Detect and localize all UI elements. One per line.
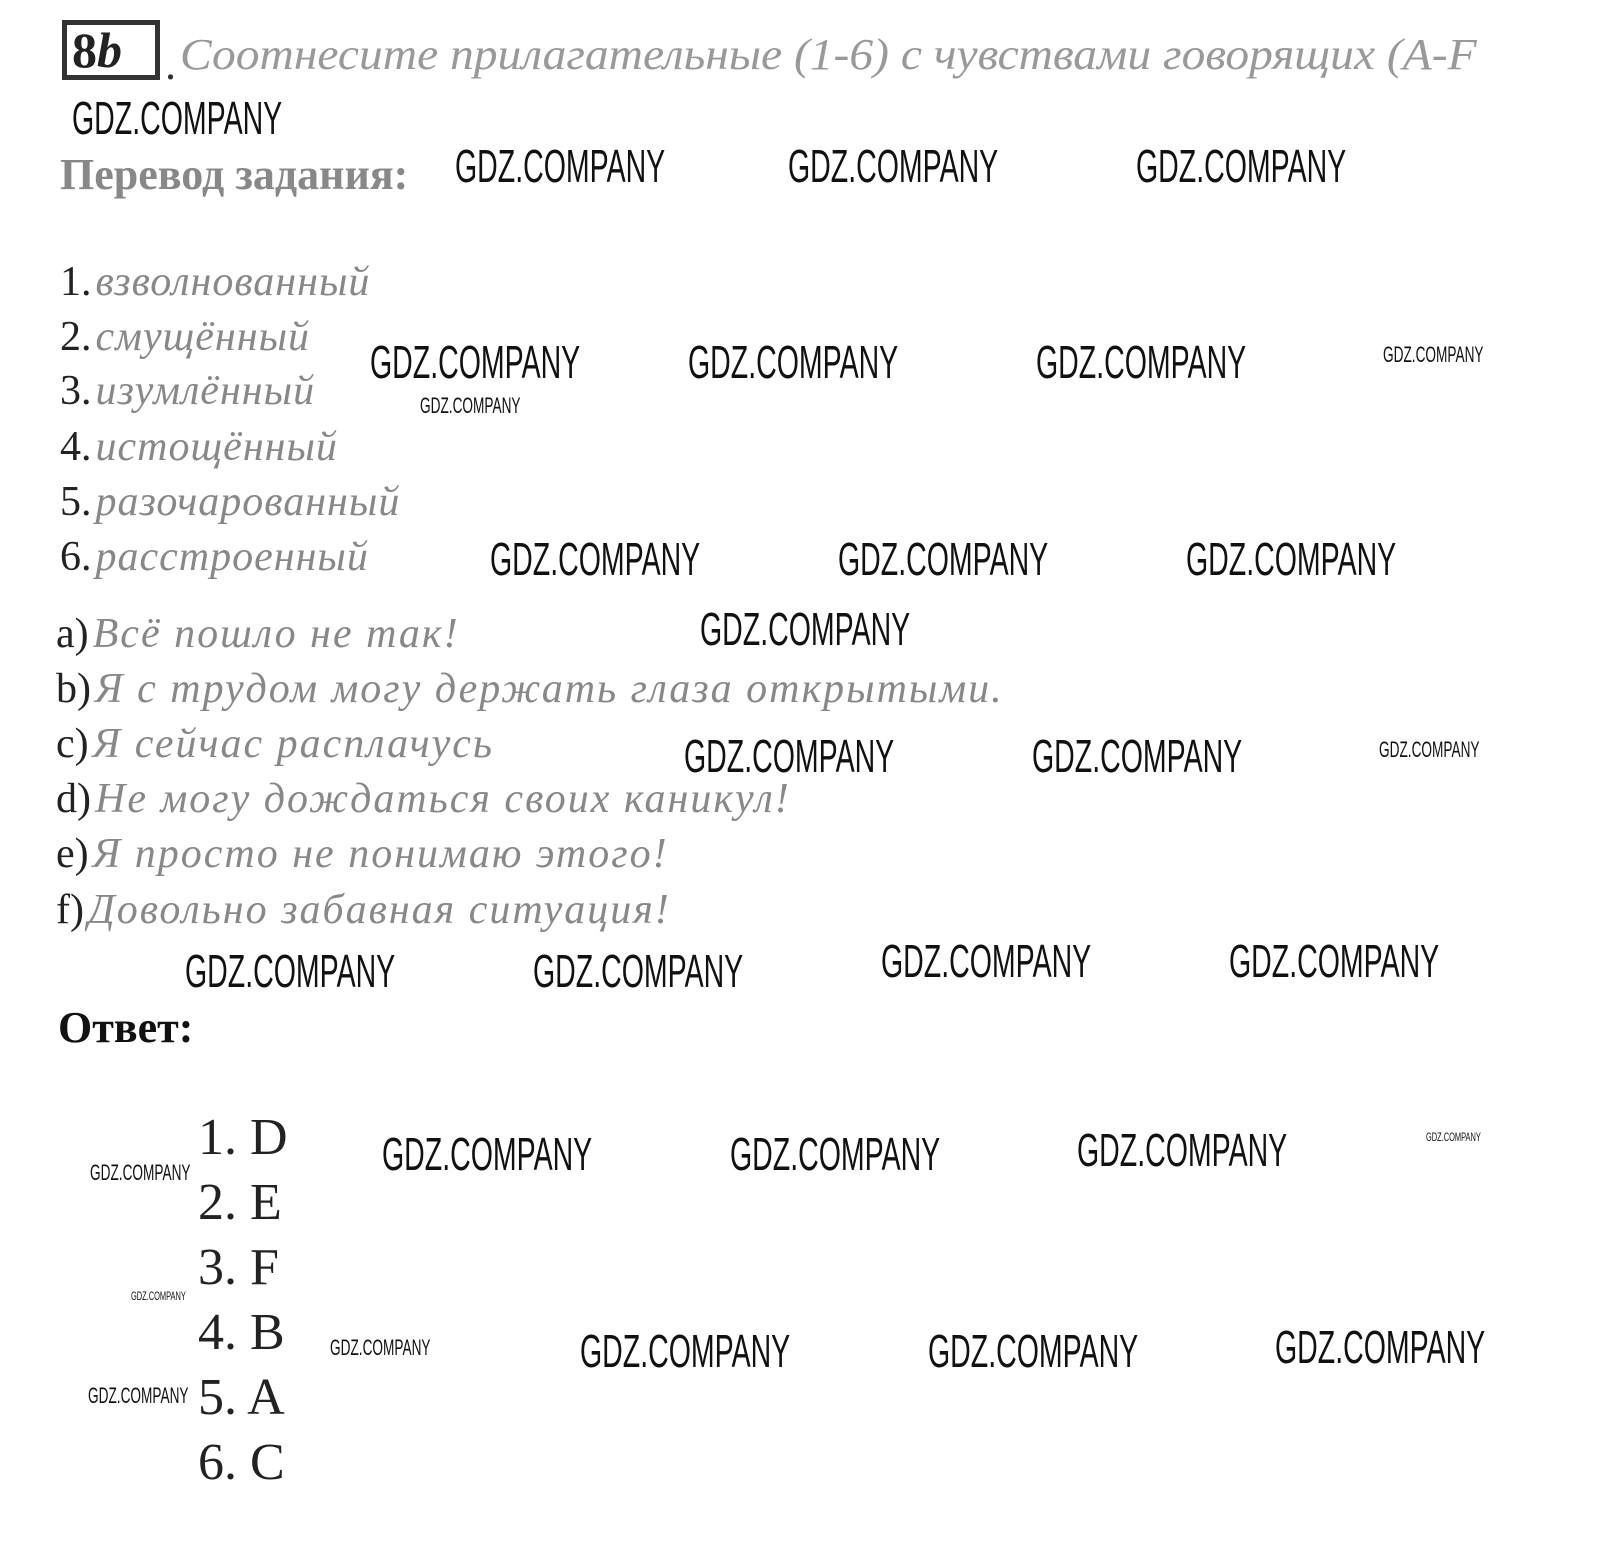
item-text: изумлённый bbox=[95, 368, 316, 414]
watermark: GDZ.COMPANY bbox=[1136, 140, 1347, 192]
answer-value: C bbox=[250, 1434, 285, 1491]
item-number: 1. bbox=[60, 259, 92, 305]
item-text: истощённый bbox=[95, 424, 338, 470]
item-letter: c) bbox=[56, 721, 89, 767]
item-number: 6. bbox=[60, 534, 92, 580]
sentence-item bbox=[56, 830, 669, 878]
adjective-item bbox=[60, 423, 338, 471]
watermark: GDZ.COMPANY bbox=[90, 1160, 191, 1185]
watermark: GDZ.COMPANY bbox=[730, 1128, 941, 1180]
answer-value: F bbox=[250, 1239, 279, 1296]
item-letter: d) bbox=[56, 776, 91, 822]
sentence-item bbox=[56, 775, 791, 823]
adjective-item bbox=[60, 313, 310, 361]
sentence-item bbox=[56, 886, 671, 934]
item-text: разочарованный bbox=[95, 479, 401, 525]
watermark: GDZ.COMPANY bbox=[1032, 730, 1243, 782]
answer-number: 2. bbox=[198, 1174, 237, 1231]
answer-item bbox=[198, 1433, 285, 1493]
item-number: 4. bbox=[60, 424, 92, 470]
item-letter: f) bbox=[56, 887, 84, 933]
answer-item bbox=[198, 1238, 279, 1298]
item-text: смущённый bbox=[95, 314, 311, 360]
watermark: GDZ.COMPANY bbox=[455, 140, 666, 192]
answer-number: 1. bbox=[198, 1109, 237, 1166]
task-number bbox=[72, 22, 122, 80]
watermark: GDZ.COMPANY bbox=[420, 393, 521, 418]
item-text: Я просто не понимаю этого! bbox=[92, 831, 669, 877]
item-letter: b) bbox=[56, 666, 91, 712]
watermark: GDZ.COMPANY bbox=[1275, 1321, 1486, 1373]
watermark: GDZ.COMPANY bbox=[131, 1289, 186, 1303]
item-text: Я сейчас расплачусь bbox=[92, 721, 494, 767]
watermark: GDZ.COMPANY bbox=[1229, 935, 1440, 987]
watermark: GDZ.COMPANY bbox=[580, 1325, 791, 1377]
sentence-item bbox=[56, 665, 1004, 713]
answer-value: B bbox=[250, 1304, 285, 1361]
answer-item bbox=[198, 1368, 285, 1428]
watermark: GDZ.COMPANY bbox=[1426, 1130, 1481, 1144]
item-number: 3. bbox=[60, 368, 92, 414]
watermark: GDZ.COMPANY bbox=[1379, 737, 1480, 762]
watermark: GDZ.COMPANY bbox=[1077, 1124, 1288, 1176]
item-number: 2. bbox=[60, 314, 92, 360]
answer-item bbox=[198, 1173, 282, 1233]
answer-item bbox=[198, 1108, 288, 1168]
watermark: GDZ.COMPANY bbox=[838, 533, 1049, 585]
answer-value: A bbox=[247, 1369, 285, 1426]
answer-number: 5. bbox=[198, 1369, 237, 1426]
watermark: GDZ.COMPANY bbox=[700, 603, 911, 655]
task-instruction: Соотнесите прилагательные (1-6) с чувствами говорящих (A-F bbox=[180, 30, 1477, 79]
item-text: Я с трудом могу держать глаза открытыми. bbox=[95, 666, 1004, 712]
watermark: GDZ.COMPANY bbox=[928, 1325, 1139, 1377]
watermark: GDZ.COMPANY bbox=[370, 336, 581, 388]
watermark: GDZ.COMPANY bbox=[1186, 533, 1397, 585]
translation-heading: Перевод задания: bbox=[60, 150, 409, 199]
adjective-item bbox=[60, 533, 369, 581]
item-text: взволнованный bbox=[95, 259, 371, 305]
adjective-item bbox=[60, 258, 370, 306]
adjective-item bbox=[60, 478, 400, 526]
answer-value: E bbox=[250, 1174, 282, 1231]
watermark: GDZ.COMPANY bbox=[382, 1128, 593, 1180]
watermark: GDZ.COMPANY bbox=[72, 92, 283, 144]
task-number-letter: b bbox=[97, 22, 122, 78]
watermark: GDZ.COMPANY bbox=[788, 140, 999, 192]
watermark: GDZ.COMPANY bbox=[1383, 342, 1484, 367]
task-number-digit: 8 bbox=[72, 22, 97, 78]
item-letter: a) bbox=[56, 611, 89, 657]
answer-number: 3. bbox=[198, 1239, 237, 1296]
answer-value: D bbox=[250, 1109, 288, 1166]
answer-item bbox=[198, 1303, 285, 1363]
answer-number: 6. bbox=[198, 1434, 237, 1491]
watermark: GDZ.COMPANY bbox=[533, 945, 744, 997]
watermark: GDZ.COMPANY bbox=[330, 1335, 431, 1360]
item-letter: e) bbox=[56, 831, 89, 877]
item-text: Всё пошло не так! bbox=[92, 611, 460, 657]
sentence-item bbox=[56, 720, 494, 768]
answer-heading: Ответ: bbox=[58, 1003, 194, 1052]
item-text: Довольно забавная ситуация! bbox=[87, 887, 671, 933]
item-text: Не могу дождаться своих каникул! bbox=[95, 776, 791, 822]
item-number: 5. bbox=[60, 479, 92, 525]
answer-number: 4. bbox=[198, 1304, 237, 1361]
watermark: GDZ.COMPANY bbox=[1036, 336, 1247, 388]
watermark: GDZ.COMPANY bbox=[185, 945, 396, 997]
watermark: GDZ.COMPANY bbox=[881, 935, 1092, 987]
sentence-item bbox=[56, 610, 460, 658]
watermark: GDZ.COMPANY bbox=[88, 1383, 189, 1408]
item-text: расстроенный bbox=[95, 534, 369, 580]
watermark: GDZ.COMPANY bbox=[684, 730, 895, 782]
adjective-item bbox=[60, 367, 315, 415]
watermark: GDZ.COMPANY bbox=[490, 533, 701, 585]
task-dot: . bbox=[165, 40, 176, 89]
watermark: GDZ.COMPANY bbox=[688, 336, 899, 388]
